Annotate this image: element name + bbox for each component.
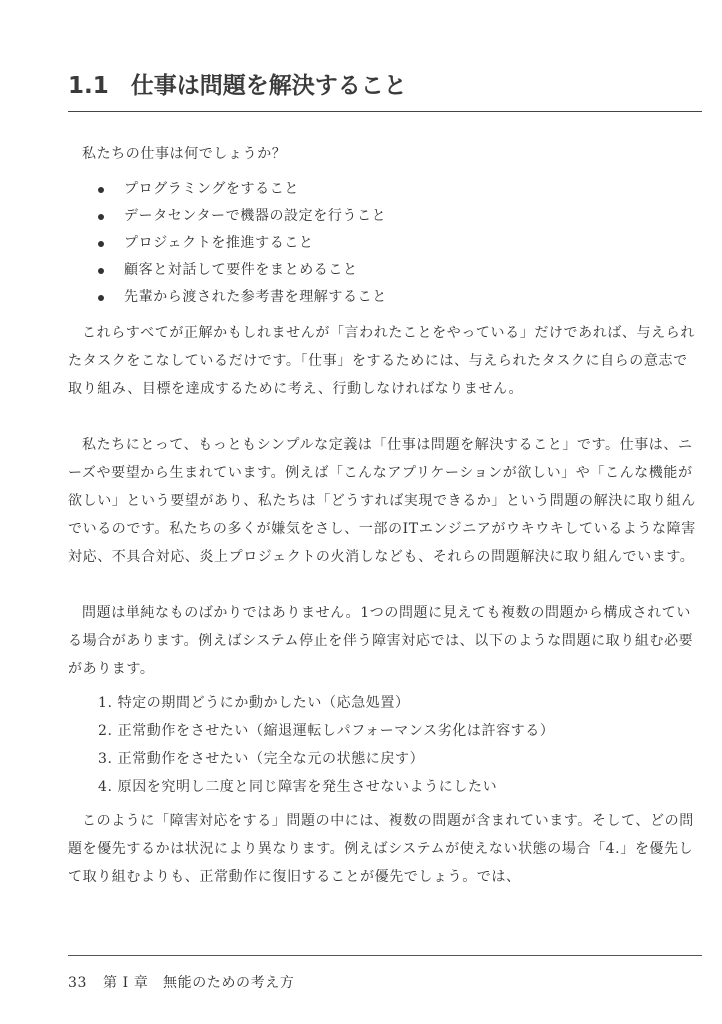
bullet-item	[68, 203, 702, 230]
task-bullet-list	[68, 176, 702, 311]
bullet-dot-icon	[98, 241, 104, 247]
page-number: 33	[68, 975, 88, 991]
bullet-text: プロジェクトを推進すること	[124, 235, 314, 251]
bullet-dot-icon	[98, 187, 104, 193]
body-text	[68, 140, 702, 891]
paragraph-1: これらすべてが正解かもしれませんが「言われたことをやっている」だけであれば、与えられたタスクをこなしているだけです。「仕事」をするためには、与えられたタスクに自らの意志で取り組み、目標を達成するために考え、行動しなければなりません。	[68, 325, 695, 397]
bullet-item	[68, 176, 702, 203]
step-item: 1. 特定の期間どうにか動かしたい（応急処置）	[98, 695, 410, 711]
paragraph-gap	[68, 571, 702, 599]
heading-divider	[68, 111, 702, 112]
intro-question: 私たちの仕事は何でしょうか？	[82, 146, 287, 162]
bullet-item	[68, 257, 702, 284]
chapter-title: 第 I 章 無能のための考え方	[103, 975, 295, 991]
bullet-item	[68, 230, 702, 257]
paragraph-4: このように「障害対応をする」問題の中には、複数の問題が含まれています。そして、どの問題を優先するかは状況により異なります。例えばシステムが使えない状態の場合「4.」を優先して取り組むよりも、正常動作に復旧することが優先でしょう。では、	[68, 813, 694, 885]
bullet-text: 顧客と対話して要件をまとめること	[124, 262, 358, 278]
bullet-item	[68, 284, 702, 311]
footer-divider	[68, 955, 702, 956]
paragraph-gap	[68, 403, 702, 431]
bullet-text: プログラミングをすること	[124, 181, 299, 197]
section-number: 1.1	[68, 73, 109, 99]
bullet-dot-icon	[98, 268, 104, 274]
section-heading	[68, 70, 702, 102]
bullet-dot-icon	[98, 214, 104, 220]
problem-steps-list	[68, 689, 702, 801]
step-item: 3. 正常動作をさせたい（完全な元の状態に戻す）	[98, 751, 425, 767]
section-title: 仕事は問題を解決すること	[130, 73, 407, 99]
bullet-text: データセンターで機器の設定を行うこと	[124, 208, 387, 224]
page-footer	[68, 971, 294, 995]
bullet-dot-icon	[98, 295, 104, 301]
bullet-text: 先輩から渡された参考書を理解すること	[124, 289, 387, 305]
step-item: 2. 正常動作をさせたい（縮退運転しパフォーマンス劣化は許容する）	[98, 723, 555, 739]
step-item: 4. 原因を究明し二度と同じ障害を発生させないようにしたい	[98, 779, 498, 795]
paragraph-3: 問題は単純なものばかりではありません。1つの問題に見えても複数の問題から構成されている場合があります。例えばシステム停止を伴う障害対応では、以下のような問題に取り組む必要があります。	[68, 605, 694, 677]
paragraph-2: 私たちにとって、もっともシンプルな定義は「仕事は問題を解決すること」です。仕事は、ニーズや要望から生まれています。例えば「こんなアプリケーションが欲しい」や「こんな機能が欲しい」という要望があり、私たちは「どうすれば実現できるか」という問題の解決に取り組んでいるのです。私たちの多くが嫌気をさし、一部のITエンジニアがウキウキしているような障害対応、不具合対応、炎上プロジェクトの火消しなども、それらの問題解決に取り組んでいます。	[68, 437, 696, 565]
